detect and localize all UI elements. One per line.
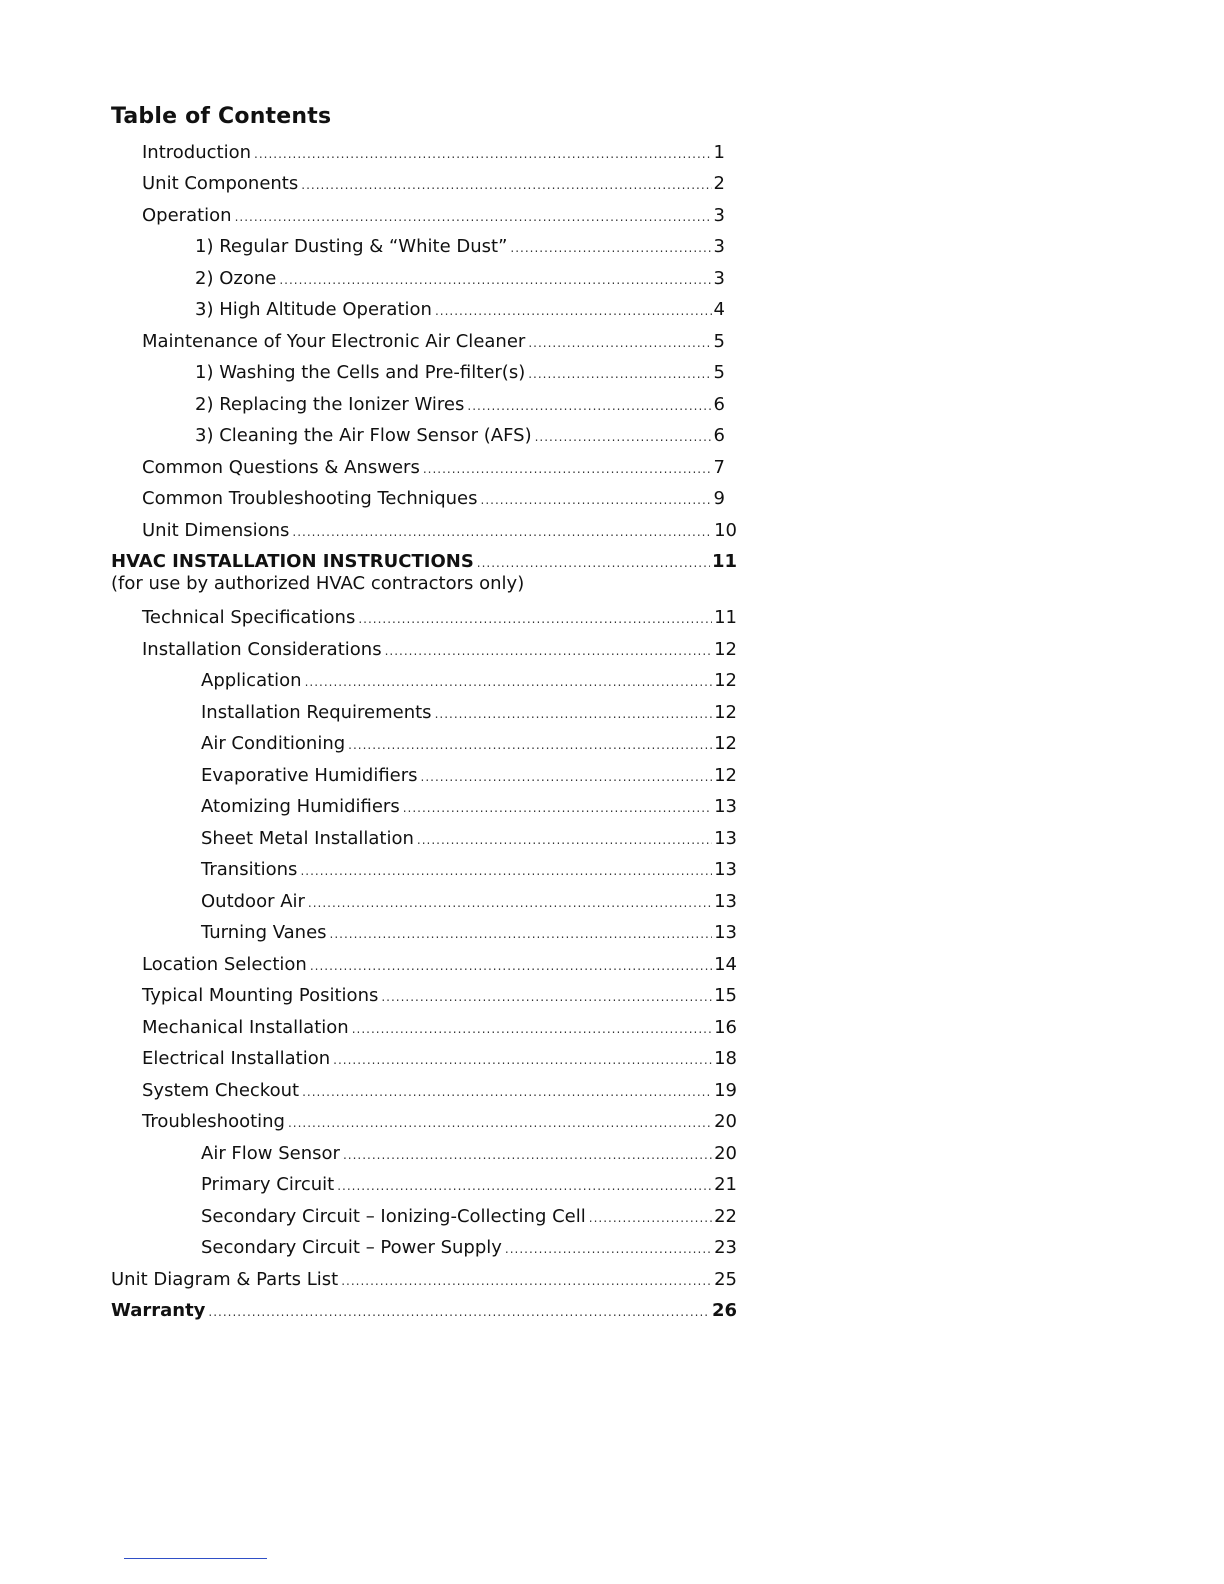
- toc-entry-page: 12: [714, 765, 737, 786]
- toc-entry-air-flow-sensor[interactable]: [201, 1143, 737, 1165]
- dot-leader: [305, 671, 713, 693]
- dot-leader: [254, 143, 712, 165]
- toc-entry-page: 26: [711, 1300, 737, 1321]
- toc-entry-label: 2) Replacing the Ionizer Wires: [195, 394, 465, 415]
- dot-leader: [435, 300, 712, 322]
- toc-entry-label: Installation Requirements: [201, 702, 432, 723]
- toc-entry-label: Troubleshooting: [142, 1111, 285, 1132]
- toc-entry-label: Maintenance of Your Electronic Air Cleaner: [142, 331, 526, 352]
- dot-leader: [348, 734, 712, 756]
- toc-entry-primary-circuit[interactable]: [201, 1174, 737, 1196]
- dot-leader: [302, 1081, 712, 1103]
- toc-entry-warranty[interactable]: [111, 1300, 737, 1322]
- toc-entry-system-checkout[interactable]: [142, 1080, 737, 1102]
- toc-entry-unit-dimensions[interactable]: [142, 520, 737, 542]
- footer-rule: [124, 1558, 267, 1559]
- toc-entry-page: 4: [713, 299, 725, 320]
- dot-leader: [330, 923, 713, 945]
- toc-entry-page: 13: [714, 922, 737, 943]
- toc-entry-introduction[interactable]: [142, 142, 725, 164]
- toc-entry-page: 23: [714, 1237, 737, 1258]
- dot-leader: [481, 489, 712, 511]
- dot-leader: [358, 608, 712, 630]
- toc-entry-page: 21: [714, 1174, 737, 1195]
- toc-entry-installation-requirements[interactable]: [201, 702, 737, 724]
- toc-entry-mechanical-installation[interactable]: [142, 1017, 737, 1039]
- toc-entry-page: 1: [713, 142, 725, 163]
- toc-entry-page: 12: [714, 639, 737, 660]
- dot-leader: [352, 1018, 712, 1040]
- dot-leader: [385, 640, 713, 662]
- toc-entry-outdoor-air[interactable]: [201, 891, 737, 913]
- dot-leader: [279, 269, 711, 291]
- toc-entry-secondary-circuit-cell[interactable]: [201, 1206, 737, 1228]
- toc-entry-label: 3) High Altitude Operation: [195, 299, 432, 320]
- dot-leader: [333, 1049, 712, 1071]
- dot-leader: [308, 892, 712, 914]
- toc-entry-label: Air Conditioning: [201, 733, 346, 754]
- toc-entry-replacing-ionizer-wires[interactable]: [195, 394, 725, 416]
- dot-leader: [528, 332, 711, 354]
- toc-entry-page: 13: [714, 891, 737, 912]
- dot-leader: [528, 363, 711, 385]
- toc-entry-page: 20: [714, 1111, 737, 1132]
- toc-entry-page: 15: [714, 985, 737, 1006]
- toc-entry-label: Installation Considerations: [142, 639, 382, 660]
- toc-entry-label: Sheet Metal Installation: [201, 828, 414, 849]
- toc-entry-label: Typical Mounting Positions: [142, 985, 379, 1006]
- dot-leader: [301, 174, 711, 196]
- toc-entry-transitions[interactable]: [201, 859, 737, 881]
- toc-entry-page: 18: [714, 1048, 737, 1069]
- toc-entry-label: Application: [201, 670, 302, 691]
- toc-entry-page: 13: [714, 859, 737, 880]
- toc-entry-page: 20: [714, 1143, 737, 1164]
- toc-entry-label: Air Flow Sensor: [201, 1143, 340, 1164]
- toc-entry-page: 7: [713, 457, 725, 478]
- toc-entry-page: 16: [714, 1017, 737, 1038]
- dot-leader: [343, 1144, 712, 1166]
- dot-leader: [337, 1175, 712, 1197]
- toc-entry-label: Outdoor Air: [201, 891, 305, 912]
- toc-entry-label: Location Selection: [142, 954, 307, 975]
- toc-entry-label: 2) Ozone: [195, 268, 277, 289]
- toc-entry-evaporative-humidifiers[interactable]: [201, 765, 737, 787]
- dot-leader: [208, 1301, 710, 1323]
- toc-entry-page: 6: [713, 425, 725, 446]
- toc-entry-typical-mounting-positions[interactable]: [142, 985, 737, 1007]
- dot-leader: [403, 797, 712, 819]
- toc-entry-page: 13: [714, 828, 737, 849]
- toc-entry-label: Atomizing Humidifiers: [201, 796, 400, 817]
- toc-entry-page: 3: [713, 236, 725, 257]
- toc-entry-secondary-circuit-power-supply[interactable]: [201, 1237, 737, 1259]
- toc-entry-label: 1) Washing the Cells and Pre-filter(s): [195, 362, 526, 383]
- toc-entry-atomizing-humidifiers[interactable]: [201, 796, 737, 818]
- dot-leader: [310, 955, 712, 977]
- toc-entry-cleaning-afs[interactable]: [195, 425, 725, 447]
- toc-entry-page: 13: [714, 796, 737, 817]
- toc-entry-ozone[interactable]: [195, 268, 725, 290]
- dot-leader: [300, 860, 712, 882]
- dot-leader: [381, 986, 712, 1008]
- toc-entry-page: 5: [713, 331, 725, 352]
- dot-leader: [510, 237, 711, 259]
- toc-entry-label: HVAC INSTALLATION INSTRUCTIONS: [111, 551, 474, 572]
- toc-entry-label: Turning Vanes: [201, 922, 327, 943]
- toc-entry-air-conditioning[interactable]: [201, 733, 737, 755]
- toc-entry-page: 10: [714, 520, 737, 541]
- toc-entry-label: Unit Diagram & Parts List: [111, 1269, 339, 1290]
- toc-entry-page: 9: [713, 488, 725, 509]
- toc-entry-page: 12: [714, 670, 737, 691]
- toc-entry-label: Common Questions & Answers: [142, 457, 420, 478]
- toc-entry-page: 12: [714, 702, 737, 723]
- toc-entry-label: Unit Dimensions: [142, 520, 290, 541]
- toc-entry-page: 5: [713, 362, 725, 383]
- toc-entry-label: Secondary Circuit – Ionizing-Collecting Cell: [201, 1206, 586, 1227]
- toc-entry-label: System Checkout: [142, 1080, 300, 1101]
- toc-entry-installation-considerations[interactable]: [142, 639, 737, 661]
- toc-entry-label: Warranty: [111, 1300, 206, 1321]
- toc-entry-electrical-installation[interactable]: [142, 1048, 737, 1070]
- toc-entry-label: Primary Circuit: [201, 1174, 335, 1195]
- toc-entry-page: 25: [714, 1269, 737, 1290]
- toc-title: Table of Contents: [111, 104, 332, 129]
- toc-entry-technical-specifications[interactable]: [142, 607, 737, 629]
- toc-entry-label: Evaporative Humidifiers: [201, 765, 418, 786]
- dot-leader: [477, 552, 710, 574]
- toc-entry-washing-cells[interactable]: [195, 362, 725, 384]
- toc-entry-label: Technical Specifications: [142, 607, 356, 628]
- toc-entry-common-questions[interactable]: [142, 457, 725, 479]
- dot-leader: [288, 1112, 712, 1134]
- toc-entry-label: Unit Components: [142, 173, 299, 194]
- dot-leader: [341, 1270, 712, 1292]
- toc-entry-label: Operation: [142, 205, 232, 226]
- dot-leader: [467, 395, 711, 417]
- toc-entry-label: Secondary Circuit – Power Supply: [201, 1237, 502, 1258]
- toc-entry-maintenance[interactable]: [142, 331, 725, 353]
- toc-entry-page: 19: [714, 1080, 737, 1101]
- toc-entry-hvac-installation[interactable]: [111, 551, 737, 573]
- toc-entry-location-selection[interactable]: [142, 954, 737, 976]
- dot-leader: [423, 458, 712, 480]
- toc-entry-label: 3) Cleaning the Air Flow Sensor (AFS): [195, 425, 532, 446]
- toc-entry-application[interactable]: [201, 670, 737, 692]
- dot-leader: [292, 521, 712, 543]
- dot-leader: [417, 829, 712, 851]
- dot-leader: [421, 766, 713, 788]
- toc-entry-troubleshooting[interactable]: [142, 1111, 737, 1133]
- toc-entry-label: Electrical Installation: [142, 1048, 331, 1069]
- toc-entry-page: 11: [714, 607, 737, 628]
- toc-entry-unit-components[interactable]: [142, 173, 725, 195]
- toc-entry-label: 1) Regular Dusting & “White Dust”: [195, 236, 508, 257]
- toc-entry-regular-dusting[interactable]: [195, 236, 725, 258]
- toc-entry-common-troubleshooting[interactable]: [142, 488, 725, 510]
- toc-entry-turning-vanes[interactable]: [201, 922, 737, 944]
- toc-entry-page: 22: [714, 1206, 737, 1227]
- toc-entry-label: Introduction: [142, 142, 252, 163]
- toc-entry-page: 3: [713, 205, 725, 226]
- toc-entry-page: 6: [713, 394, 725, 415]
- dot-leader: [235, 206, 712, 228]
- toc-entry-page: 14: [714, 954, 737, 975]
- toc-entry-page: 3: [713, 268, 725, 289]
- toc-entry-unit-diagram[interactable]: [111, 1269, 737, 1291]
- dot-leader: [505, 1238, 712, 1260]
- toc-entry-sheet-metal-installation[interactable]: [201, 828, 737, 850]
- dot-leader: [535, 426, 712, 448]
- dot-leader: [589, 1207, 712, 1229]
- toc-entry-operation[interactable]: [142, 205, 725, 227]
- toc-entry-page: 11: [711, 551, 737, 572]
- toc-entry-page: 2: [713, 173, 725, 194]
- toc-entry-label: Mechanical Installation: [142, 1017, 349, 1038]
- toc-entry-label: Common Troubleshooting Techniques: [142, 488, 478, 509]
- toc-entry-page: 12: [714, 733, 737, 754]
- hvac-note: (for use by authorized HVAC contractors only): [111, 573, 525, 594]
- toc-entry-high-altitude-operation[interactable]: [195, 299, 725, 321]
- dot-leader: [435, 703, 713, 725]
- toc-entry-label: Transitions: [201, 859, 298, 880]
